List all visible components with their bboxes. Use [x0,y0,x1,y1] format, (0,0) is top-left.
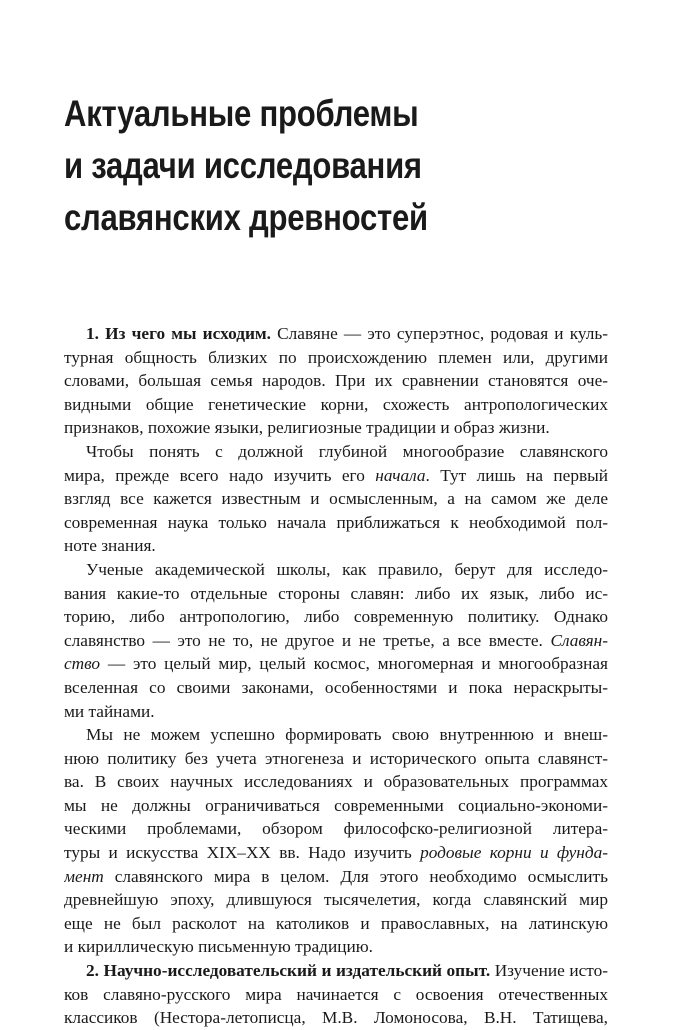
text-line [64,440,608,464]
text-run: признаков, похожие языки, религиозные традиции и образ жизни. [64,418,550,438]
text-run: торию, либо антропологию, либо современную политику. Однако [64,607,608,627]
paragraph [64,558,608,723]
text-run: Мы не можем успешно формировать свою внутреннюю и внеш- [86,725,608,745]
italic-run: ство [64,654,101,674]
text-line [64,794,608,818]
text-run: славянского мира в целом. Для этого необходимо осмыслить [103,866,608,886]
text-run: Изучение исто- [490,961,608,981]
body-text [64,322,608,1030]
text-line [64,935,608,959]
text-run: вания какие-то отдельные стороны славян: либо их язык, либо ис- [64,583,608,603]
text-run: Славяне — это суперэтнос, родовая и куль- [271,324,608,343]
text-run: словами, большая семья народов. При их сравнении становятся оче- [64,371,608,391]
chapter-title-line: Актуальные проблемы [64,93,419,134]
text-run: классиков (Нестора-летописца, М.В. Ломоносова, В.Н. Татищева, [64,1008,608,1028]
chapter-title-line: славянских древностей [64,197,428,238]
text-run: ва. В своих научных исследованиях и образовательных программах [64,772,608,792]
text-line [64,346,608,370]
text-line [64,582,608,606]
text-line [64,770,608,794]
text-line [64,393,608,417]
text-run: вселенная со своими законами, особенностями и пока нераскрыты- [64,677,608,697]
chapter-title [64,88,534,244]
text-line [64,652,608,676]
text-line [64,912,608,936]
text-run: славянство — это не то, не другое и не третье, а все вместе. [64,630,551,650]
text-line [64,1006,608,1030]
text-run: ков славяно-русского мира начинается с освоения отечественных [64,984,608,1004]
bold-heading-run: 2. Научно-исследовательский и издательский опыт. [86,961,491,981]
text-run: современная наука только начала приближаться к необходимой пол- [64,512,608,532]
text-run: взгляд все кажется известным и осмысленным, а на самом же деле [64,489,608,509]
text-run: Ученые академической школы, как правило, берут для исследо- [86,559,608,579]
text-line [64,983,608,1007]
text-run: нюю политику без учета этногенеза и исторического опыта славянст- [64,748,608,768]
bold-heading-run: 1. Из чего мы исходим. [86,324,271,343]
paragraph [64,723,608,959]
text-line [64,747,608,771]
chapter-title-line: и задачи исследования [64,145,422,186]
text-run: и кириллическую письменную традицию. [64,937,373,957]
text-line [64,416,608,440]
text-line [64,700,608,724]
text-line [64,959,608,983]
text-line [64,511,608,535]
text-run: Чтобы понять с должной глубиной многообразие славянского [86,441,608,461]
text-run: мы не должны ограничиваться современными социально-экономи- [64,795,608,815]
italic-run: мент [64,866,104,886]
text-line [64,487,608,511]
text-run: еще не был расколот на католиков и православных, на латинскую [64,913,608,933]
text-line [64,888,608,912]
italic-run: родовые корни и фунда- [420,843,608,863]
text-run: туры и искусства XIX–XX вв. Надо изучить [64,843,421,863]
italic-run: Славян- [550,630,608,650]
text-line [64,817,608,841]
text-run: турная общность близких по происхождению племен или, другими [64,347,608,367]
paragraph [64,322,608,440]
text-run: мира, прежде всего надо изучить его [64,465,376,485]
text-run: древнейшую эпоху, длившуюся тысячелетия, когда славянский мир [64,890,608,910]
text-line [64,676,608,700]
text-run: . Тут лишь на первый [425,465,608,485]
text-line [64,534,608,558]
text-line [64,605,608,629]
text-line [64,723,608,747]
text-line [64,369,608,393]
text-line [64,322,608,346]
text-run: видными общие генетические корни, схожесть антропологических [64,394,608,414]
paragraph [64,959,608,1030]
text-line [64,865,608,889]
text-line [64,464,608,488]
text-run: ноте знания. [64,536,156,556]
paragraph [64,440,608,558]
text-line [64,841,608,865]
text-run: — это целый мир, целый космос, многомерная и многообразная [100,654,608,674]
text-line [64,629,608,653]
italic-run: начала [375,465,426,485]
text-run: ческими проблемами, обзором философско-религиозной литера- [64,819,608,839]
text-run: ми тайнами. [64,701,155,721]
text-line [64,558,608,582]
